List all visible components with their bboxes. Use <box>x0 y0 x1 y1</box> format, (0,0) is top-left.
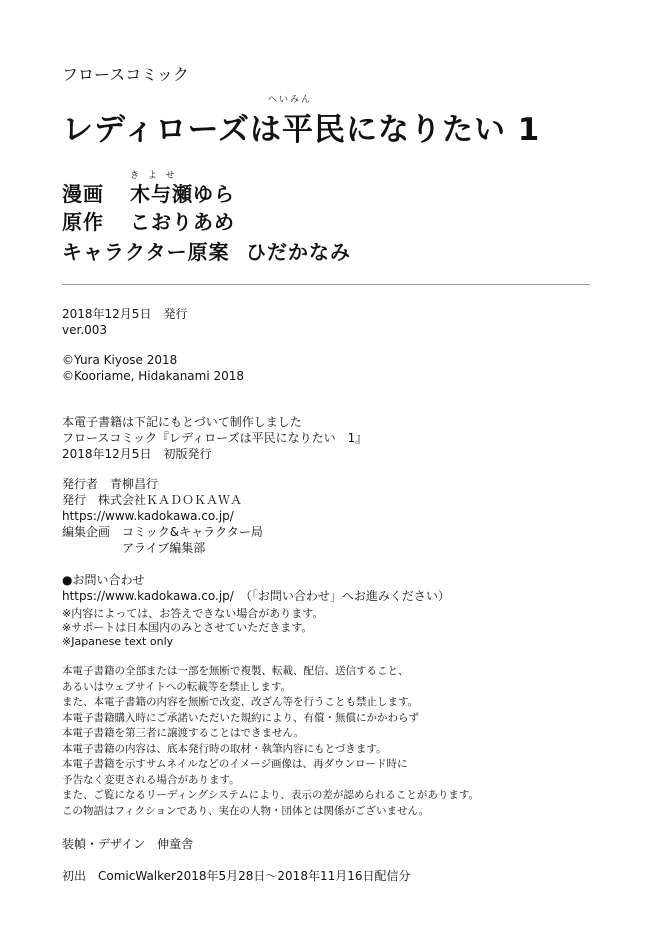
credit-character-role: キャラクター原案 <box>62 240 230 264</box>
copyright-block <box>62 352 244 384</box>
credit-character <box>62 236 351 265</box>
credit-character-name: ひだかなみ <box>246 240 351 264</box>
credit-original-role: 原作 <box>62 210 104 234</box>
publisher-line: 発行 株式会社ＫＡＤＯＫＡＷＡ <box>62 493 243 507</box>
legal-line: 本電子書籍を第三者に譲渡することはできません。 <box>62 727 305 739</box>
legal-line: 本電子書籍を示すサムネイルなどのイメージ画像は、再ダウンロード時に <box>62 758 408 770</box>
legal-line: 予告なく変更される場合があります。 <box>62 773 240 786</box>
version: ver.003 <box>62 323 108 337</box>
legal-line: また、本電子書籍の内容を無断で改変、改ざん等を行うことも禁止します。 <box>62 696 419 708</box>
credit-original-name: こおりあめ <box>130 210 235 234</box>
legal-line: また、ご覧になるリーディングシステムにより、表示の差が認められることがあります。 <box>62 789 480 801</box>
source-block <box>62 414 367 462</box>
publication-date: 2018年12月5日 発行 <box>62 307 188 321</box>
inquiry-note: ※サポートは日本国内のみとさせていただきます。 <box>62 621 313 634</box>
legal-line: あるいはウェブサイトへの転載等を禁止します。 <box>62 680 292 693</box>
inquiry-url: https://www.kadokawa.co.jp/ （「お問い合わせ」へお進みください） <box>62 589 450 603</box>
inquiry-notes <box>62 607 323 649</box>
publication-info <box>62 306 187 338</box>
book-title: レディローズは平民になりたい 1 <box>62 112 541 148</box>
legal-line: 本電子書籍の内容は、底本発行時の取材・執筆内容にもとづきます。 <box>62 742 387 755</box>
first-publication: 初出 ComicWalker2018年5月28日～2018年11月16日配信分 <box>62 869 411 883</box>
divider <box>62 284 590 285</box>
copyright-line: ©Kooriame, Hidakanami 2018 <box>62 369 245 383</box>
manga-ruby: き よ せ <box>130 171 178 181</box>
fiction-disclaimer: この物語はフィクションであり、実在の人物・団体とは関係がございません。 <box>62 805 430 817</box>
publisher-url: https://www.kadokawa.co.jp/ <box>62 509 234 523</box>
source-line: 本電子書籍は下記にもとづいて制作しました <box>62 415 302 429</box>
source-line: フロースコミック『レディローズは平民になりたい 1』 <box>62 431 368 445</box>
credit-original <box>62 206 235 235</box>
publisher-line: 発行者 青柳昌行 <box>62 477 159 491</box>
publisher-block <box>62 476 263 556</box>
inquiry-note: ※Japanese text only <box>62 635 174 648</box>
legal-line: 本電子書籍購入時にご承諾いただいた規約により、有償・無償にかかわらず <box>62 711 419 724</box>
legal-line: 本電子書籍の全部または一部を無断で複製、転載、配信、送信すること、 <box>62 665 409 677</box>
source-line: 2018年12月5日 初版発行 <box>62 447 212 461</box>
inquiry-note: ※内容によっては、お答えできない場合があります。 <box>62 607 324 620</box>
title-ruby: へいみん <box>268 95 313 105</box>
credit-manga <box>62 178 235 207</box>
publisher-line: 編集企画 コミック&キャラクター局 <box>62 525 263 539</box>
copyright-line: ©Yura Kiyose 2018 <box>62 353 178 367</box>
imprint-label: フロースコミック <box>62 65 189 84</box>
legal-block <box>62 664 479 804</box>
publisher-line: アライブ編集部 <box>122 541 206 555</box>
inquiry-heading: ●お問い合わせ <box>62 573 145 587</box>
credit-manga-name: 木与瀬ゆら <box>130 182 235 206</box>
inquiry-block <box>62 572 450 604</box>
design-credit: 装幀・デザイン 伸童舎 <box>62 837 194 851</box>
credit-manga-role: 漫画 <box>62 182 104 206</box>
